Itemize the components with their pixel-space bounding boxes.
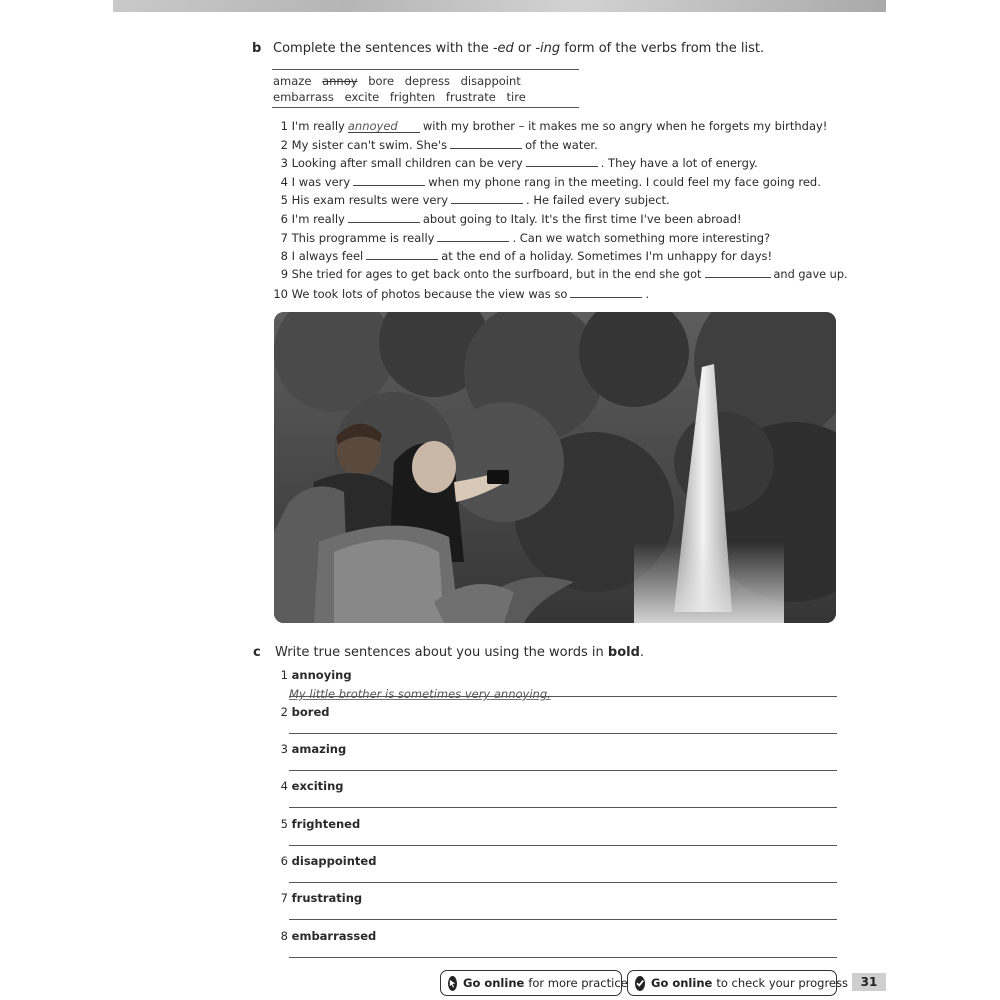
answer-blank-2[interactable]	[450, 137, 522, 149]
go-online-practice-button[interactable]: Go online for more practice	[440, 970, 622, 996]
section-b-instruction: Complete the sentences with the -ed or -ing form of the verbs from the list.	[273, 41, 765, 56]
answer-blank-9[interactable]	[705, 266, 771, 278]
word-frustrate: frustrate	[445, 90, 496, 104]
answer-blank-3[interactable]	[526, 155, 598, 167]
answer-blank-10[interactable]	[570, 286, 642, 298]
c-answer-line-6[interactable]	[289, 882, 837, 883]
c-answer-line-1[interactable]	[289, 696, 837, 697]
answer-blank-6[interactable]	[348, 211, 420, 223]
word-list-row-2	[273, 90, 533, 104]
cursor-arrow-icon	[448, 976, 457, 991]
c-item-1: 1 annoying	[280, 668, 352, 682]
word-tire: tire	[506, 90, 526, 104]
c-answer-line-5[interactable]	[289, 845, 837, 846]
c-answer-line-4[interactable]	[289, 807, 837, 808]
c-answer-line-2[interactable]	[289, 733, 837, 734]
answer-blank-7[interactable]	[437, 230, 509, 242]
c-item-6: 6 disappointed	[280, 854, 377, 868]
word-disappoint: disappoint	[460, 74, 521, 88]
sentence-4: 4 I was very when my phone rang in the meeting. I could feel my face going red.	[280, 175, 821, 189]
c-item-5: 5 frightened	[280, 817, 361, 831]
section-b-letter: b	[252, 41, 262, 56]
c-item-4: 4 exciting	[280, 779, 344, 793]
section-c-letter: c	[253, 645, 261, 660]
sentence-2: 2 My sister can't swim. She's of the water.	[280, 138, 598, 152]
waterfall-photo	[274, 312, 836, 623]
c-answer-line-8[interactable]	[289, 957, 837, 958]
sentence-8: 8 I always feel at the end of a holiday. Sometimes I'm unhappy for days!	[280, 249, 773, 263]
word-annoy-crossed: annoy	[322, 74, 358, 88]
word-bore: bore	[368, 74, 395, 88]
word-box-bottom-rule	[272, 107, 579, 108]
word-depress: depress	[404, 74, 450, 88]
word-excite: excite	[344, 90, 380, 104]
sentence-7: 7 This programme is really . Can we watch something more interesting?	[280, 231, 771, 245]
c-item-2: 2 bored	[280, 705, 330, 719]
c-answer-line-3[interactable]	[289, 770, 837, 771]
sentence-5: 5 His exam results were very . He failed every subject.	[280, 193, 670, 207]
word-list-row-1	[273, 74, 528, 88]
sentence-3: 3 Looking after small children can be very . They have a lot of energy.	[280, 156, 758, 170]
waterfall-illustration	[274, 312, 836, 623]
sentence-9: 9 She tried for ages to get back onto the surfboard, but in the end she got and gave up.	[280, 268, 848, 281]
top-decorative-band	[113, 0, 886, 12]
word-amaze: amaze	[273, 74, 312, 88]
word-frighten: frighten	[389, 90, 436, 104]
answer-blank-1[interactable]: annoyed	[348, 120, 420, 133]
c-item-8: 8 embarrassed	[280, 929, 377, 943]
c-answer-line-7[interactable]	[289, 919, 837, 920]
answer-blank-5[interactable]	[451, 192, 523, 204]
page-number: 31	[852, 973, 886, 991]
c-example-answer: My little brother is sometimes very annoying.	[289, 687, 551, 701]
section-c-instruction: Write true sentences about you using the words in bold.	[275, 645, 645, 660]
c-item-7: 7 frustrating	[280, 891, 363, 905]
c-item-3: 3 amazing	[280, 742, 347, 756]
sentence-1: 1 I'm really annoyed with my brother – it makes me so angry when he forgets my birthday!	[280, 119, 828, 133]
sentence-6: 6 I'm really about going to Italy. It's the first time I've been abroad!	[280, 212, 742, 226]
answer-blank-4[interactable]	[353, 174, 425, 186]
checkmark-icon	[635, 976, 645, 991]
answer-blank-8[interactable]	[366, 248, 438, 260]
word-embarrass: embarrass	[273, 90, 334, 104]
go-online-progress-button[interactable]: Go online to check your progress	[627, 970, 837, 996]
word-box-top-rule	[272, 69, 579, 70]
sentence-10: 10 We took lots of photos because the view was so .	[273, 287, 650, 301]
